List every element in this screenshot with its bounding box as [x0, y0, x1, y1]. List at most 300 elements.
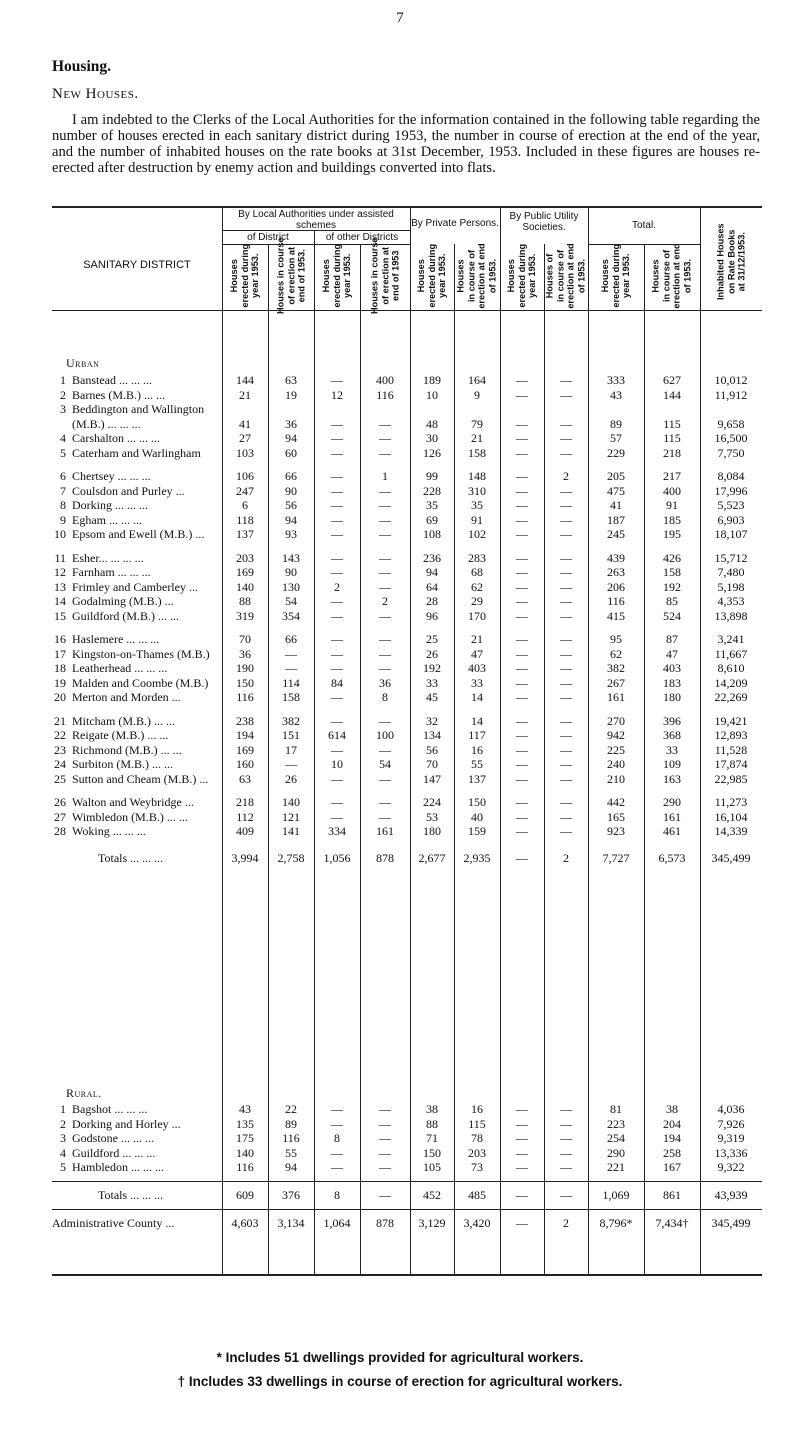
- table-cell: 170: [468, 608, 486, 623]
- district-label: Egham ... ... ...: [72, 512, 142, 527]
- table-cell: —: [516, 690, 528, 704]
- page-number: 7: [396, 10, 404, 26]
- table-cell: 38: [426, 1102, 438, 1116]
- table-cell: —: [560, 713, 572, 728]
- table-cell: 334: [328, 824, 346, 838]
- table-cell: 403: [468, 661, 486, 675]
- table-cell: —: [516, 795, 528, 809]
- table-cell: 8: [334, 1187, 340, 1202]
- table-cell: 96: [426, 608, 438, 623]
- table-cell: 87: [666, 632, 678, 646]
- table-cell: 29: [471, 594, 483, 608]
- table-cell: —: [379, 1131, 391, 1145]
- district-number: 10: [54, 527, 66, 541]
- table-cell: —: [560, 579, 572, 594]
- table-cell: 13,898: [714, 608, 748, 623]
- col-header-erected-private: Houses erected during year 1953.: [416, 244, 448, 308]
- table-cell: 55: [471, 757, 483, 771]
- table-cell: 150: [236, 675, 254, 690]
- table-cell: 62: [471, 579, 483, 594]
- district-label: Godalming (M.B.) ...: [72, 594, 174, 608]
- table-cell: 116: [376, 387, 394, 402]
- col-header-course-district: Houses in course of erection at end of 1953.: [275, 237, 307, 315]
- table-cell: —: [516, 373, 528, 387]
- table-cell: —: [331, 565, 343, 579]
- table-cell: —: [331, 795, 343, 809]
- table-row: [52, 714, 762, 728]
- district-label: Barnes (M.B.) ... ...: [72, 387, 165, 402]
- table-cell: 15,712: [714, 550, 748, 565]
- table-cell: 84: [331, 675, 343, 690]
- district-number: 2: [60, 387, 66, 402]
- table-cell: 1,064: [323, 1215, 351, 1230]
- table-cell: 409: [236, 824, 254, 838]
- district-number: 4: [60, 1145, 66, 1160]
- table-cell: 614: [328, 728, 346, 742]
- table-cell: —: [560, 646, 572, 661]
- table-cell: 19,421: [714, 713, 748, 728]
- table-cell: —: [560, 809, 572, 824]
- table-cell: —: [560, 445, 572, 460]
- district-label: Hambledon ... ... ...: [72, 1160, 164, 1174]
- table-cell: —: [331, 527, 343, 541]
- district-name: Administrative County ...: [52, 1215, 175, 1230]
- table-cell: 63: [239, 771, 251, 786]
- footnote-agricultural-dwellings: * Includes 51 dwellings provided for agricultural workers.: [216, 1350, 584, 1365]
- table-cell: —: [516, 608, 528, 623]
- table-cell: 45: [426, 690, 438, 704]
- table-cell: 21: [471, 431, 483, 445]
- table-cell: 22,985: [714, 771, 748, 786]
- table-cell: 102: [468, 527, 486, 541]
- table-cell: 25: [426, 632, 438, 646]
- table-cell: —: [379, 771, 391, 786]
- district-name: [52, 1117, 181, 1131]
- table-cell: 13,336: [714, 1145, 748, 1160]
- district-number: 16: [54, 632, 66, 646]
- table-cell: —: [560, 483, 572, 498]
- district-number: 23: [54, 742, 66, 757]
- district-label: Mitcham (M.B.) ... ...: [72, 713, 175, 728]
- district-label: Sutton and Cheam (M.B.) ...: [72, 771, 209, 786]
- table-cell: 3,241: [717, 632, 745, 646]
- table-cell: 114: [282, 675, 300, 690]
- district-label: Beddington and Wallington: [72, 402, 205, 416]
- table-cell: —: [560, 416, 572, 431]
- table-cell: 290: [663, 795, 681, 809]
- table-cell: 94: [285, 431, 297, 445]
- table-cell: 185: [663, 512, 681, 527]
- district-number: 21: [54, 713, 66, 728]
- table-row: [52, 676, 762, 690]
- table-cell: 167: [663, 1160, 681, 1174]
- district-number: 17: [54, 646, 66, 661]
- district-label: Guildford ... ... ...: [72, 1145, 156, 1160]
- table-cell: —: [331, 771, 343, 786]
- table-cell: —: [379, 550, 391, 565]
- district-number: 15: [54, 608, 66, 623]
- table-cell: 79: [471, 416, 483, 431]
- table-cell: 16,104: [714, 809, 748, 824]
- table-cell: 106: [236, 469, 254, 483]
- table-cell: 66: [285, 632, 297, 646]
- district-label: Godstone ... ... ...: [72, 1131, 154, 1145]
- table-cell: —: [560, 1102, 572, 1116]
- district-name: [52, 632, 159, 646]
- table-cell: 204: [663, 1116, 681, 1131]
- table-cell: 878: [376, 1215, 394, 1230]
- table-row: [52, 469, 762, 483]
- table-cell: —: [379, 646, 391, 661]
- table-cell: 878: [376, 850, 394, 865]
- urban-section-title: Urban: [66, 356, 100, 370]
- table-row: [52, 580, 762, 594]
- table-cell: —: [516, 1187, 528, 1202]
- table-cell: 524: [663, 608, 681, 623]
- district-name: [52, 513, 142, 527]
- table-cell: 221: [607, 1160, 625, 1174]
- table-cell: 94: [426, 565, 438, 579]
- table-cell: 254: [607, 1131, 625, 1145]
- district-name: [52, 469, 151, 483]
- table-row: [52, 527, 762, 541]
- table-cell: 923: [607, 824, 625, 838]
- district-name: [52, 1102, 147, 1116]
- table-cell: —: [560, 771, 572, 786]
- header-private-persons: By Private Persons.: [411, 218, 499, 229]
- table-cell: 33: [666, 742, 678, 757]
- district-number: 4: [60, 431, 66, 445]
- table-cell: 41: [239, 416, 251, 431]
- table-row: [52, 1102, 762, 1116]
- table-cell: 140: [236, 579, 254, 594]
- table-cell: 43: [239, 1102, 251, 1116]
- table-cell: —: [331, 1102, 343, 1116]
- district-label: Richmond (M.B.) ... ...: [72, 742, 182, 757]
- table-cell: 9,658: [717, 416, 745, 431]
- table-cell: 93: [285, 527, 297, 541]
- district-label: Kingston-on-Thames (M.B.): [72, 646, 210, 661]
- table-cell: 130: [282, 579, 300, 594]
- table-cell: 17: [285, 742, 297, 757]
- table-cell: —: [379, 416, 391, 431]
- table-cell: 2,935: [463, 850, 491, 865]
- header-of-other-districts: of other Districts: [325, 232, 399, 243]
- table-cell: 159: [468, 824, 486, 838]
- table-cell: —: [379, 713, 391, 728]
- district-name: [52, 551, 144, 565]
- district-label: Farnham ... ... ...: [72, 565, 151, 579]
- district-name: [52, 743, 182, 757]
- district-number: 1: [60, 373, 66, 387]
- table-cell: 160: [236, 757, 254, 771]
- table-cell: 609: [236, 1187, 254, 1202]
- district-label: Coulsdon and Purley ...: [72, 483, 185, 498]
- district-name: [52, 690, 181, 704]
- table-cell: 9,319: [717, 1131, 745, 1145]
- section-heading: Housing.: [52, 58, 112, 75]
- table-row: [52, 1131, 762, 1145]
- table-cell: 5,198: [717, 579, 745, 594]
- table-cell: 475: [607, 483, 625, 498]
- table-cell: 118: [236, 512, 254, 527]
- table-row: [52, 824, 762, 838]
- table-cell: —: [379, 1145, 391, 1160]
- table-cell: 70: [239, 632, 251, 646]
- table-cell: —: [560, 1160, 572, 1174]
- table-row: [52, 757, 762, 771]
- table-cell: 7,926: [717, 1116, 745, 1131]
- col-header-erected-total: Houses erected during year 1953.: [600, 244, 632, 308]
- table-cell: 400: [663, 483, 681, 498]
- district-label: Woking ... ... ...: [72, 824, 146, 838]
- table-cell: 112: [236, 809, 254, 824]
- table-cell: 333: [607, 373, 625, 387]
- table-cell: 354: [282, 608, 300, 623]
- table-cell: 403: [663, 661, 681, 675]
- table-cell: —: [379, 742, 391, 757]
- table-cell: —: [516, 445, 528, 460]
- district-label: Dorking ... ... ...: [72, 498, 148, 512]
- table-cell: 4,353: [717, 594, 745, 608]
- table-cell: —: [516, 416, 528, 431]
- table-cell: —: [331, 1116, 343, 1131]
- table-cell: 26: [285, 771, 297, 786]
- table-cell: 6: [242, 498, 248, 512]
- table-cell: 627: [663, 373, 681, 387]
- table-cell: 71: [426, 1131, 438, 1145]
- table-cell: —: [560, 1187, 572, 1202]
- district-name: [52, 661, 167, 675]
- table-cell: 8: [334, 1131, 340, 1145]
- header-public-utility: By Public Utility Societies.: [509, 211, 579, 233]
- table-cell: 68: [471, 565, 483, 579]
- table-cell: 108: [423, 527, 441, 541]
- table-cell: —: [560, 728, 572, 742]
- table-cell: 319: [236, 608, 254, 623]
- table-cell: —: [331, 373, 343, 387]
- table-cell: 161: [376, 824, 394, 838]
- table-cell: —: [331, 608, 343, 623]
- table-cell: 8,610: [717, 661, 745, 675]
- table-cell: —: [285, 757, 297, 771]
- table-cell: 32: [426, 713, 438, 728]
- table-cell: 2: [382, 594, 388, 608]
- table-cell: 56: [285, 498, 297, 512]
- header-rule-subgroups: [222, 244, 410, 245]
- table-cell: 115: [663, 416, 681, 431]
- district-label: Frimley and Camberley ...: [72, 579, 198, 594]
- table-cell: —: [331, 469, 343, 483]
- table-cell: 88: [239, 594, 251, 608]
- table-cell: 382: [607, 661, 625, 675]
- table-cell: 217: [663, 469, 681, 483]
- table-cell: 151: [282, 728, 300, 742]
- table-cell: 135: [236, 1116, 254, 1131]
- table-cell: 14: [471, 690, 483, 704]
- table-cell: 190: [236, 661, 254, 675]
- table-cell: —: [560, 373, 572, 387]
- col-header-inhabited: Inhabited Houses on Rate Books at 31/12/1953.: [715, 223, 747, 301]
- table-cell: 22,269: [714, 690, 748, 704]
- table-cell: 210: [607, 771, 625, 786]
- table-cell: 376: [282, 1187, 300, 1202]
- table-cell: —: [516, 1116, 528, 1131]
- table-cell: —: [516, 675, 528, 690]
- table-cell: 81: [610, 1102, 622, 1116]
- table-cell: 36: [285, 416, 297, 431]
- table-cell: 116: [607, 594, 625, 608]
- table-cell: 63: [285, 373, 297, 387]
- district-number: 13: [54, 579, 66, 594]
- table-cell: 396: [663, 713, 681, 728]
- table-cell: 3,994: [231, 850, 259, 865]
- table-cell: —: [516, 565, 528, 579]
- table-cell: 14,209: [714, 675, 748, 690]
- table-cell: 3,134: [277, 1215, 305, 1230]
- table-cell: —: [560, 1145, 572, 1160]
- table-row: [52, 743, 762, 757]
- district-label: Esher... ... ... ...: [72, 550, 144, 565]
- district-number: 20: [54, 690, 66, 704]
- district-number: 2: [60, 1116, 66, 1131]
- district-number: 7: [60, 483, 66, 498]
- table-cell: 21: [239, 387, 251, 402]
- table-row: [52, 402, 762, 416]
- district-number: 14: [54, 594, 66, 608]
- table-cell: —: [379, 527, 391, 541]
- table-cell: —: [516, 809, 528, 824]
- table-cell: 53: [426, 809, 438, 824]
- table-cell: 43: [610, 387, 622, 402]
- district-label: Malden and Coombe (M.B.): [72, 675, 209, 690]
- district-number: 12: [54, 565, 66, 579]
- col-header-erected-other: Houses erected during year 1953.: [321, 244, 353, 308]
- table-cell: 258: [663, 1145, 681, 1160]
- table-cell: —: [516, 387, 528, 402]
- table-cell: 194: [663, 1131, 681, 1145]
- district-name: [52, 402, 204, 416]
- table-cell: —: [285, 661, 297, 675]
- table-cell: 140: [236, 1145, 254, 1160]
- table-cell: 47: [471, 646, 483, 661]
- totals-row: [52, 851, 762, 865]
- district-name: [52, 810, 188, 824]
- table-bottom-rule: [52, 1274, 762, 1276]
- table-cell: —: [379, 565, 391, 579]
- table-cell: —: [285, 646, 297, 661]
- table-cell: 94: [285, 1160, 297, 1174]
- table-cell: 62: [610, 646, 622, 661]
- district-name: [52, 498, 148, 512]
- table-cell: 100: [376, 728, 394, 742]
- table-cell: —: [560, 1116, 572, 1131]
- table-cell: 1,056: [323, 850, 351, 865]
- district-number: 11: [54, 550, 66, 565]
- table-cell: 439: [607, 550, 625, 565]
- table-cell: 141: [282, 824, 300, 838]
- header-sanitary-district: SANITARY DISTRICT: [83, 259, 191, 271]
- table-cell: 345,499: [711, 850, 751, 865]
- table-cell: —: [331, 550, 343, 565]
- table-cell: 7,750: [717, 445, 745, 460]
- table-cell: 206: [607, 579, 625, 594]
- table-cell: 95: [610, 632, 622, 646]
- table-row: [52, 417, 762, 431]
- table-cell: 147: [423, 771, 441, 786]
- table-cell: —: [331, 445, 343, 460]
- district-name: [52, 676, 208, 690]
- table-cell: 16: [471, 742, 483, 757]
- district-name: [52, 431, 160, 445]
- table-cell: 163: [663, 771, 681, 786]
- table-cell: 64: [426, 579, 438, 594]
- table-cell: 60: [285, 445, 297, 460]
- table-cell: —: [560, 550, 572, 565]
- district-name: [52, 527, 204, 541]
- district-name: [52, 757, 173, 771]
- table-cell: 16: [471, 1102, 483, 1116]
- district-number: 5: [60, 445, 66, 460]
- table-cell: 55: [285, 1145, 297, 1160]
- table-cell: —: [516, 850, 528, 865]
- table-cell: —: [331, 431, 343, 445]
- table-cell: —: [331, 1145, 343, 1160]
- table-cell: —: [560, 690, 572, 704]
- table-cell: —: [516, 1131, 528, 1145]
- table-cell: 134: [423, 728, 441, 742]
- table-cell: 3,129: [418, 1215, 446, 1230]
- table-cell: 116: [282, 1131, 300, 1145]
- table-cell: 189: [423, 373, 441, 387]
- table-cell: 143: [282, 550, 300, 565]
- table-cell: 238: [236, 713, 254, 728]
- table-row: [52, 647, 762, 661]
- table-cell: 14: [471, 713, 483, 728]
- table-cell: 382: [282, 713, 300, 728]
- district-name: [52, 484, 185, 498]
- table-cell: 247: [236, 483, 254, 498]
- table-cell: —: [560, 1131, 572, 1145]
- header-bottom-rule: [52, 310, 762, 311]
- district-label: Leatherhead ... ... ...: [72, 661, 168, 675]
- district-number: 8: [60, 498, 66, 512]
- table-row: [52, 594, 762, 608]
- table-cell: 224: [423, 795, 441, 809]
- col-header-course-total: Houses in course of erection at end of 1953.: [651, 243, 693, 309]
- district-label: Banstead ... ... ...: [72, 373, 152, 387]
- table-cell: 78: [471, 1131, 483, 1145]
- table-cell: 17,874: [714, 757, 748, 771]
- table-cell: 192: [663, 579, 681, 594]
- table-cell: 27: [239, 431, 251, 445]
- table-cell: 283: [468, 550, 486, 565]
- table-cell: 94: [285, 512, 297, 527]
- table-cell: 452: [423, 1187, 441, 1202]
- table-cell: 35: [426, 498, 438, 512]
- table-cell: 121: [282, 809, 300, 824]
- table-cell: 109: [663, 757, 681, 771]
- table-cell: —: [516, 742, 528, 757]
- district-name: [52, 1131, 154, 1145]
- table-cell: 16,500: [714, 431, 748, 445]
- table-cell: —: [379, 512, 391, 527]
- table-cell: 30: [426, 431, 438, 445]
- district-name: [52, 594, 174, 608]
- table-cell: 203: [236, 550, 254, 565]
- table-cell: —: [379, 1187, 391, 1202]
- table-cell: 5,523: [717, 498, 745, 512]
